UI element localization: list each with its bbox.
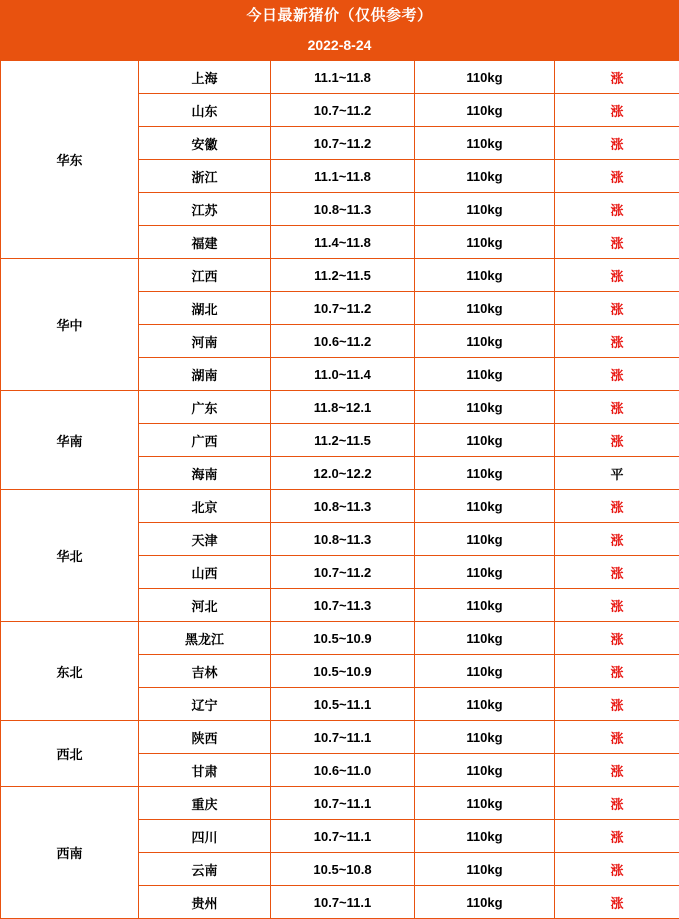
province-cell: 北京 xyxy=(139,490,271,523)
price-cell: 11.4~11.8 xyxy=(271,226,415,259)
weight-cell: 110kg xyxy=(415,424,555,457)
region-cell: 华东 xyxy=(1,61,139,259)
province-cell: 浙江 xyxy=(139,160,271,193)
province-cell: 江西 xyxy=(139,259,271,292)
price-cell: 10.6~11.2 xyxy=(271,325,415,358)
weight-cell: 110kg xyxy=(415,490,555,523)
trend-cell: 涨 xyxy=(555,292,679,325)
price-cell: 12.0~12.2 xyxy=(271,457,415,490)
trend-cell: 涨 xyxy=(555,193,679,226)
province-cell: 四川 xyxy=(139,820,271,853)
trend-cell: 涨 xyxy=(555,259,679,292)
province-cell: 陕西 xyxy=(139,721,271,754)
weight-cell: 110kg xyxy=(415,853,555,886)
price-cell: 10.5~10.9 xyxy=(271,622,415,655)
province-cell: 黑龙江 xyxy=(139,622,271,655)
weight-cell: 110kg xyxy=(415,160,555,193)
province-cell: 广西 xyxy=(139,424,271,457)
weight-cell: 110kg xyxy=(415,127,555,160)
table-row xyxy=(1,490,679,523)
province-cell: 湖北 xyxy=(139,292,271,325)
weight-cell: 110kg xyxy=(415,391,555,424)
province-cell: 辽宁 xyxy=(139,688,271,721)
trend-cell: 涨 xyxy=(555,160,679,193)
weight-cell: 110kg xyxy=(415,886,555,919)
price-cell: 11.8~12.1 xyxy=(271,391,415,424)
weight-cell: 110kg xyxy=(415,193,555,226)
trend-cell: 涨 xyxy=(555,820,679,853)
weight-cell: 110kg xyxy=(415,556,555,589)
trend-cell: 涨 xyxy=(555,61,679,94)
province-cell: 贵州 xyxy=(139,886,271,919)
province-cell: 吉林 xyxy=(139,655,271,688)
table-row xyxy=(1,721,679,754)
trend-cell: 涨 xyxy=(555,424,679,457)
region-cell: 东北 xyxy=(1,622,139,721)
trend-cell: 涨 xyxy=(555,589,679,622)
trend-cell: 涨 xyxy=(555,787,679,820)
price-cell: 10.8~11.3 xyxy=(271,490,415,523)
trend-cell: 涨 xyxy=(555,721,679,754)
province-cell: 福建 xyxy=(139,226,271,259)
province-cell: 河南 xyxy=(139,325,271,358)
weight-cell: 110kg xyxy=(415,325,555,358)
province-cell: 天津 xyxy=(139,523,271,556)
weight-cell: 110kg xyxy=(415,688,555,721)
province-cell: 湖南 xyxy=(139,358,271,391)
price-cell: 10.7~11.2 xyxy=(271,292,415,325)
trend-cell: 平 xyxy=(555,457,679,490)
price-cell: 10.7~11.1 xyxy=(271,721,415,754)
table-row xyxy=(1,61,679,94)
price-cell: 11.2~11.5 xyxy=(271,424,415,457)
price-cell: 11.1~11.8 xyxy=(271,61,415,94)
price-cell: 10.7~11.1 xyxy=(271,886,415,919)
trend-cell: 涨 xyxy=(555,127,679,160)
page-title: 今日最新猪价（仅供参考） xyxy=(0,0,679,32)
province-cell: 云南 xyxy=(139,853,271,886)
table-row xyxy=(1,259,679,292)
region-cell: 华中 xyxy=(1,259,139,391)
province-cell: 山西 xyxy=(139,556,271,589)
price-cell: 10.7~11.2 xyxy=(271,556,415,589)
price-cell: 10.7~11.1 xyxy=(271,787,415,820)
price-cell: 10.5~10.9 xyxy=(271,655,415,688)
region-cell: 西南 xyxy=(1,787,139,919)
table-row xyxy=(1,622,679,655)
weight-cell: 110kg xyxy=(415,655,555,688)
weight-cell: 110kg xyxy=(415,754,555,787)
weight-cell: 110kg xyxy=(415,259,555,292)
price-cell: 10.7~11.3 xyxy=(271,589,415,622)
trend-cell: 涨 xyxy=(555,688,679,721)
price-cell: 10.7~11.1 xyxy=(271,820,415,853)
province-cell: 安徽 xyxy=(139,127,271,160)
trend-cell: 涨 xyxy=(555,358,679,391)
weight-cell: 110kg xyxy=(415,787,555,820)
trend-cell: 涨 xyxy=(555,391,679,424)
province-cell: 山东 xyxy=(139,94,271,127)
trend-cell: 涨 xyxy=(555,325,679,358)
province-cell: 江苏 xyxy=(139,193,271,226)
province-cell: 广东 xyxy=(139,391,271,424)
weight-cell: 110kg xyxy=(415,61,555,94)
trend-cell: 涨 xyxy=(555,655,679,688)
trend-cell: 涨 xyxy=(555,94,679,127)
trend-cell: 涨 xyxy=(555,754,679,787)
price-table xyxy=(0,60,679,919)
trend-cell: 涨 xyxy=(555,886,679,919)
province-cell: 上海 xyxy=(139,61,271,94)
trend-cell: 涨 xyxy=(555,556,679,589)
price-cell: 10.5~10.8 xyxy=(271,853,415,886)
weight-cell: 110kg xyxy=(415,523,555,556)
trend-cell: 涨 xyxy=(555,226,679,259)
price-cell: 10.8~11.3 xyxy=(271,523,415,556)
weight-cell: 110kg xyxy=(415,226,555,259)
price-cell: 10.7~11.2 xyxy=(271,127,415,160)
trend-cell: 涨 xyxy=(555,622,679,655)
province-cell: 重庆 xyxy=(139,787,271,820)
price-cell: 11.0~11.4 xyxy=(271,358,415,391)
province-cell: 海南 xyxy=(139,457,271,490)
price-cell: 11.1~11.8 xyxy=(271,160,415,193)
price-cell: 10.6~11.0 xyxy=(271,754,415,787)
region-cell: 华北 xyxy=(1,490,139,622)
price-cell: 11.2~11.5 xyxy=(271,259,415,292)
weight-cell: 110kg xyxy=(415,94,555,127)
weight-cell: 110kg xyxy=(415,358,555,391)
weight-cell: 110kg xyxy=(415,457,555,490)
province-cell: 甘肃 xyxy=(139,754,271,787)
price-cell: 10.5~11.1 xyxy=(271,688,415,721)
table-row xyxy=(1,391,679,424)
weight-cell: 110kg xyxy=(415,292,555,325)
weight-cell: 110kg xyxy=(415,622,555,655)
price-cell: 10.7~11.2 xyxy=(271,94,415,127)
table-row xyxy=(1,787,679,820)
trend-cell: 涨 xyxy=(555,490,679,523)
trend-cell: 涨 xyxy=(555,523,679,556)
weight-cell: 110kg xyxy=(415,589,555,622)
price-cell: 10.8~11.3 xyxy=(271,193,415,226)
region-cell: 华南 xyxy=(1,391,139,490)
date-label: 2022-8-24 xyxy=(0,32,679,60)
weight-cell: 110kg xyxy=(415,721,555,754)
trend-cell: 涨 xyxy=(555,853,679,886)
province-cell: 河北 xyxy=(139,589,271,622)
region-cell: 西北 xyxy=(1,721,139,787)
weight-cell: 110kg xyxy=(415,820,555,853)
